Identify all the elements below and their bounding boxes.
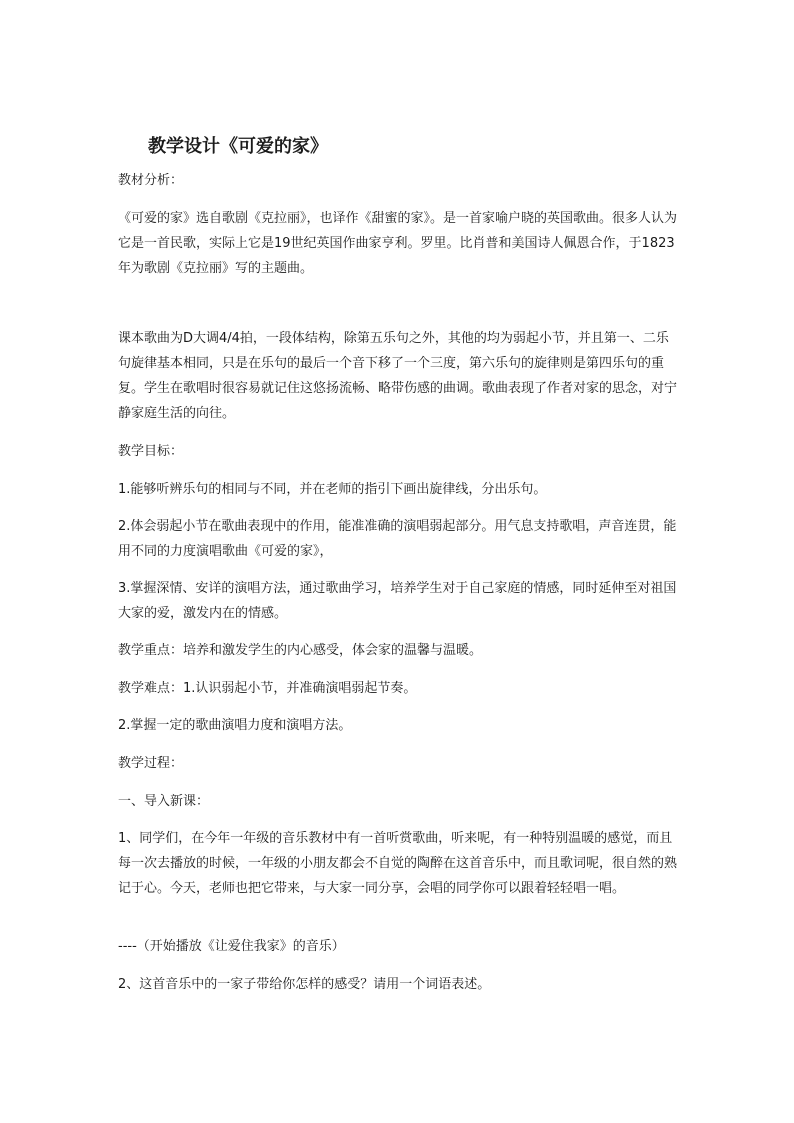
document-title: 教学设计《可爱的家》 (148, 136, 328, 157)
teaching-key-point: 教学重点：培养和激发学生的内心感受，体会家的温馨与温暖。 (118, 643, 483, 658)
goal-item-2: 2.体会弱起小节在歌曲表现中的作用，能准准确的演唱弱起部分。用气息支持歌唱，声音连贯，能用不同的力度演唱歌曲《可爱的家》， (118, 519, 677, 559)
teaching-difficulty: 教学难点：1.认识弱起小节，并准确演唱弱起节奏。 (118, 681, 417, 696)
goal-item-3: 3.掌握深情、安详的演唱方法，通过歌曲学习，培养学生对于自己家庭的情感，同时延伸至对祖国大家的爱，激发内在的情感。 (118, 581, 677, 621)
section-heading-teaching-goals: 教学目标： (118, 444, 184, 459)
section-heading-teaching-process: 教学过程： (118, 756, 184, 771)
process-note-play-music: ----（开始播放《让爱住我家》的音乐） (118, 939, 345, 954)
paragraph-song-structure: 课本歌曲为D大调4/4拍，一段体结构，除第五乐句之外，其他的均为弱起小节，并且第一、二乐句旋律基本相同，只是在乐句的最后一个音下移了一个三度，第六乐句的旋律则是第四乐句的重复。学生在歌唱时很容易就记住这悠扬流畅、略带伤感的曲调。歌曲表现了作者对家的思念，对宁静家庭生活的向往。 (118, 331, 678, 421)
goal-item-1: 1.能够听辨乐句的相同与不同，并在老师的指引下画出旋律线，分出乐句。 (118, 482, 547, 497)
process-step-2: 2、这首音乐中的一家子带给你怎样的感受？请用一个词语表述。 (118, 977, 491, 992)
section-heading-material-analysis: 教材分析： (118, 173, 184, 188)
process-step-1: 1、同学们，在今年一年级的音乐教材中有一首听赏歌曲，听来呢，有一种特别温暖的感觉，而且每一次去播放的时候，一年级的小朋友都会不自觉的陶醉在这首音乐中，而且歌词呢，很自然的熟记于心。今天，老师也把它带来，与大家一同分享，会唱的同学你可以跟着轻轻唱一唱。 (118, 831, 678, 896)
section-heading-introduction: 一、导入新课： (118, 794, 210, 809)
paragraph-song-origin: 《可爱的家》选自歌剧《克拉丽》，也译作《甜蜜的家》。是一首家喻户晓的英国歌曲。很多人认为它是一首民歌，实际上它是19世纪英国作曲家亨利。罗里。比肖普和美国诗人佩恩合作，于1823年为歌剧《克拉丽》写的主题曲。 (118, 211, 678, 276)
teaching-difficulty-item-2: 2.掌握一定的歌曲演唱力度和演唱方法。 (118, 718, 352, 733)
